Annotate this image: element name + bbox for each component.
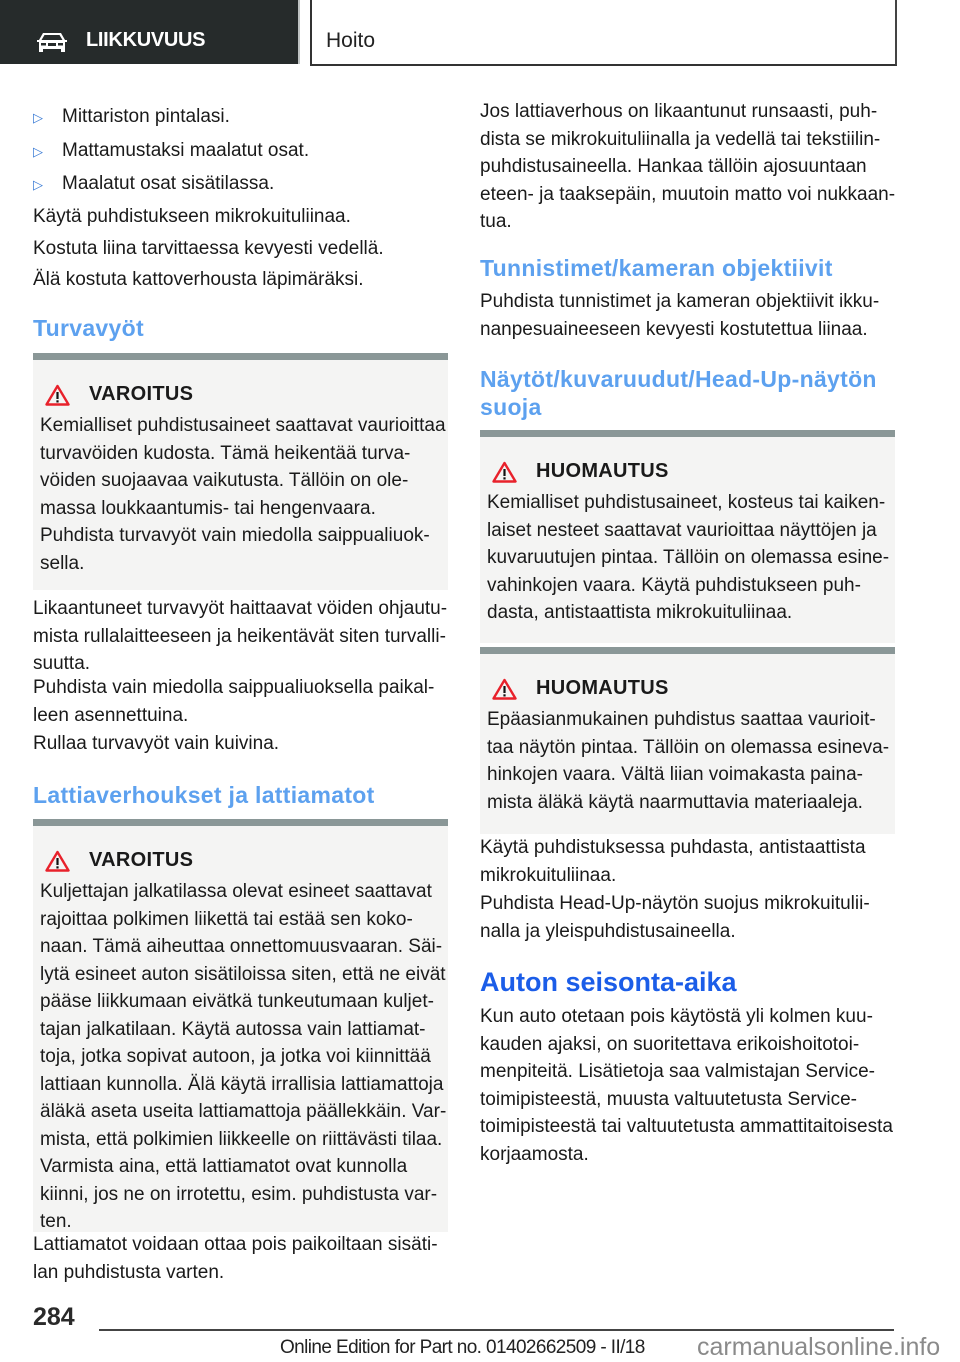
- warning-title: VAROITUS: [89, 849, 194, 871]
- car-icon: [36, 30, 68, 54]
- bullet-triangle-icon: ▷: [33, 144, 43, 159]
- warning-text: Kemialliset puhdistusaineet saattavat vaurioittaa turvavöiden kudosta. Tämä heikentää turvavöiden suojaavaa vaikutusta. Tällöin on olemassa loukkaantumis- tai hengenvaara. Puhdista turvavyöt vain miedolla saippualiuoksella.: [40, 415, 446, 574]
- paragraph: Likaantuneet turvavyöt haittaavat vöiden ohjautumista rullalaitteeseen ja heikentävät siten turvallisuutta.: [33, 598, 448, 674]
- paragraph: Käytä puhdistukseen mikrokuituliinaa.: [33, 206, 351, 227]
- subsection-title: Hoito: [326, 29, 376, 52]
- notice-text: Epäasianmukainen puhdistus saattaa vaurioittaa näytön pintaa. Tällöin on olemassa esinevahinkojen vaara. Vältä liian voimakasta painamista äläkä käytä naarmuttavia materiaaleja.: [487, 709, 890, 813]
- notice-title: HUOMAUTUS: [536, 677, 669, 699]
- heading-floor: Lattiaverhoukset ja lattiamatot: [33, 782, 375, 808]
- page-number: 284: [33, 1303, 75, 1331]
- paragraph: Kostuta liina tarvittaessa kevyesti vedellä.: [33, 238, 384, 259]
- warning-text: Kuljettajan jalkatilassa olevat esineet saattavat rajoittaa polkimen liikettä tai estää sen kokonaan. Tämä aiheuttaa onnettomuusvaaran. Säilytä esineet auton sisätiloissa siten, että ne eivät pääse liikkumaan eivätkä tunkeutumaan kuljettajan jalkatilaan. Käytä autossa vain lattiamattoja, jotka sopivat autoon, ja jotka voi kiinnittää lattiaan kunnolla. Älä käytä irrallisia lattiamattoja äläkä aseta useita lattiamattoja päällekkäin. Varmista, että polkimien liikkeelle on riittävästi tilaa. Varmista aina, että lattiamatot ovat kunnolla kiinni, jos ne on irrotettu, esim. puhdistusta varten.: [40, 881, 447, 1232]
- paragraph: Käytä puhdistuksessa puhdasta, antistaattista mikrokuituliinaa.: [480, 837, 866, 886]
- warning-box-seatbelts: [33, 353, 448, 590]
- paragraph: Rullaa turvavyöt vain kuivina.: [33, 733, 280, 754]
- heading-sensors: Tunnistimet/kameran objektiivit: [480, 255, 833, 281]
- paragraph: Kun auto otetaan pois käytöstä yli kolmen kuukauden ajaksi, on suoritettava erikoishoitotoimenpiteitä. Lisätietoja saa valmistajan Service-toimipisteestä, muusta valtuutetusta Service-toimipisteestä tai valtuutetusta ammattitaitoisesta korjaamosta.: [480, 1006, 893, 1165]
- notice-title: HUOMAUTUS: [536, 460, 669, 482]
- edition-text: Online Edition for Part no. 01402662509 - II/18: [280, 1337, 645, 1358]
- heading-seatbelts: Turvavyöt: [33, 315, 144, 341]
- notice-text: Kemialliset puhdistusaineet, kosteus tai kaikenlaiset nesteet saattavat vaurioittaa näyttöjen ja kuvaruutujen pintaa. Tällöin on olemassa esinevahinkojen vaara. Käytä puhdistukseen puhdasta, antistaattista mikrokuituliinaa.: [487, 492, 890, 623]
- paragraph: Puhdista vain miedolla saippualiuoksella paikalleen asennettuina.: [33, 677, 435, 726]
- watermark: carmanualsonline.info: [697, 1333, 941, 1361]
- bullet-triangle-icon: ▷: [33, 110, 43, 125]
- bullet-triangle-icon: ▷: [33, 177, 43, 192]
- warning-triangle-icon: [45, 384, 70, 406]
- subsection-tab: [310, 0, 897, 66]
- footer-divider: [99, 1329, 894, 1331]
- paragraph: Puhdista Head-Up-näytön suojus mikrokuituliinalla ja yleispuhdistusaineella.: [480, 893, 870, 942]
- paragraph: Jos lattiaverhous on likaantunut runsaasti, puhdista se mikrokuituliinalla ja vedellä tai tekstiilinpuhdistusaineella. Hankaa tällöin ajosuuntaan eteen- ja taaksepäin, muutoin matto voi nukkaantua.: [480, 101, 896, 232]
- warning-box-floor: [33, 819, 448, 1232]
- paragraph: Lattiamatot voidaan ottaa pois paikoiltaan sisätilan puhdistusta varten.: [33, 1234, 438, 1283]
- notice-box-2: [480, 647, 895, 834]
- warning-triangle-icon: [492, 678, 517, 700]
- section-tab: [0, 0, 300, 64]
- paragraph: Puhdista tunnistimet ja kameran objektiivit ikkunanpesuaineeseen kevyesti kostutettua liinaa.: [480, 291, 880, 340]
- section-title: LIIKKUVUUS: [86, 29, 206, 51]
- paragraph: Älä kostuta kattoverhousta läpimäräksi.: [33, 269, 364, 290]
- warning-title: VAROITUS: [89, 383, 194, 405]
- heading-storage: Auton seisonta-aika: [480, 967, 737, 997]
- notice-box-1: [480, 430, 895, 643]
- warning-triangle-icon: [492, 461, 517, 483]
- heading-displays: Näytöt/kuvaruudut/Head-Up-näytön suoja: [480, 366, 877, 420]
- warning-triangle-icon: [45, 850, 70, 872]
